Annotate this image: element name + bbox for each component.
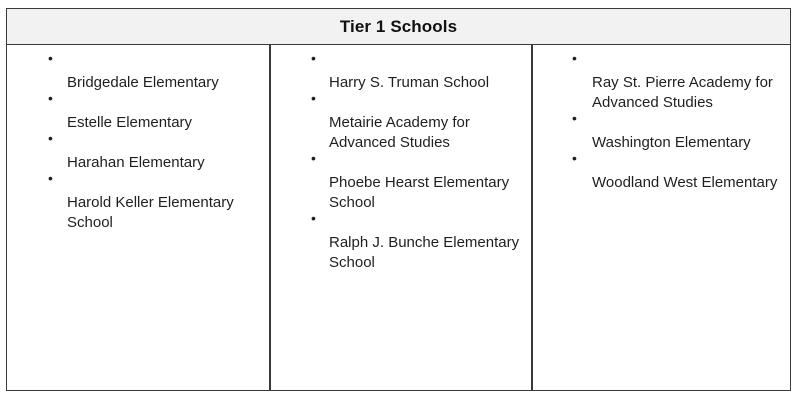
school-name: Harry S. Truman School bbox=[329, 74, 490, 91]
column-3 bbox=[531, 45, 790, 390]
list-item bbox=[271, 150, 531, 217]
school-name: Ralph J. Bunche Elementary School bbox=[329, 234, 520, 271]
table-title: Tier 1 Schools bbox=[339, 16, 458, 36]
list-item bbox=[271, 210, 531, 277]
table-body bbox=[7, 45, 790, 390]
school-list-1 bbox=[7, 45, 269, 237]
bullet-icon: • bbox=[572, 110, 577, 126]
school-list-2 bbox=[271, 45, 531, 277]
column-1 bbox=[7, 45, 269, 390]
school-name: Harahan Elementary bbox=[67, 154, 205, 171]
column-2 bbox=[269, 45, 531, 390]
list-item bbox=[271, 50, 531, 97]
school-name: Ray St. Pierre Academy for Advanced Studies bbox=[592, 74, 773, 111]
bullet-icon: • bbox=[311, 50, 316, 66]
bullet-icon: • bbox=[48, 50, 53, 66]
bullet-icon: • bbox=[48, 90, 53, 106]
bullet-icon: • bbox=[311, 210, 316, 226]
school-name: Estelle Elementary bbox=[67, 114, 193, 131]
list-item bbox=[533, 150, 790, 197]
bullet-icon: • bbox=[572, 50, 577, 66]
bullet-icon: • bbox=[572, 150, 577, 166]
school-name: Phoebe Hearst Elementary School bbox=[329, 174, 510, 211]
table-header bbox=[7, 9, 790, 45]
bullet-icon: • bbox=[48, 170, 53, 186]
list-item bbox=[271, 90, 531, 157]
bullet-icon: • bbox=[48, 130, 53, 146]
bullet-icon: • bbox=[311, 90, 316, 106]
school-name: Washington Elementary bbox=[592, 134, 751, 151]
bullet-icon: • bbox=[311, 150, 316, 166]
school-name: Woodland West Elementary bbox=[592, 174, 778, 191]
school-name: Bridgedale Elementary bbox=[67, 74, 219, 91]
list-item bbox=[7, 130, 269, 177]
list-item bbox=[7, 90, 269, 137]
school-name: Harold Keller Elementary School bbox=[67, 194, 234, 231]
school-name: Metairie Academy for Advanced Studies bbox=[329, 114, 470, 151]
list-item bbox=[7, 50, 269, 97]
schools-table bbox=[6, 8, 791, 391]
school-list-3 bbox=[533, 45, 790, 197]
list-item bbox=[7, 170, 269, 237]
